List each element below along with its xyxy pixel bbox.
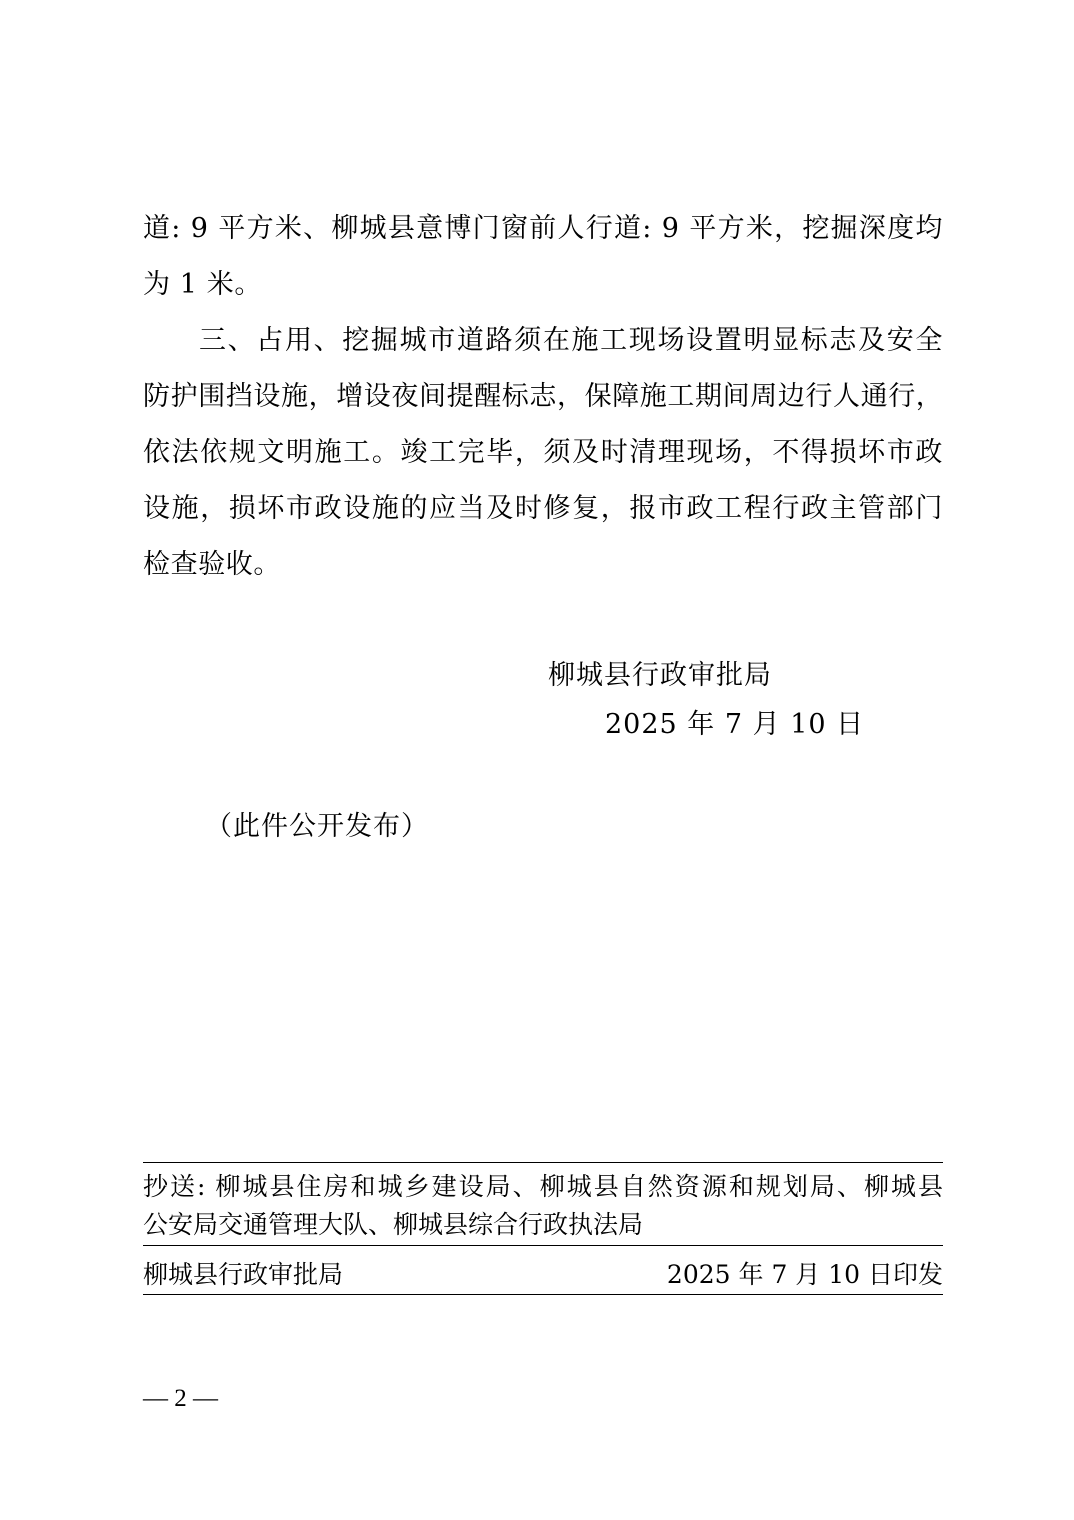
- print-footer: [143, 1256, 943, 1294]
- footer-issuer: 柳城县行政审批局: [143, 1260, 344, 1289]
- cc-recipients: [143, 1168, 943, 1244]
- cc-line: 抄送: 柳城县住房和城乡建设局、柳城县自然资源和规划局、柳城县: [143, 1172, 943, 1201]
- public-release-note: （此件公开发布）: [205, 811, 429, 842]
- body-text: [143, 201, 943, 593]
- text-line: 检查验收。: [143, 549, 281, 580]
- paragraph-continuation: [143, 201, 943, 313]
- footer-print-date: 2025 年 7 月 10 日印发: [666, 1260, 943, 1289]
- cc-top-rule: [143, 1162, 943, 1163]
- cc-line: 公安局交通管理大队、柳城县综合行政执法局: [143, 1210, 644, 1239]
- page-number: — 2 —: [143, 1385, 218, 1412]
- text-line: 三、占用、挖掘城市道路须在施工现场设置明显标志及安全: [199, 325, 943, 356]
- signature-date: 2025 年 7 月 10 日: [605, 709, 865, 740]
- text-line: 道: 9 平方米、柳城县意博门窗前人行道: 9 平方米，挖掘深度均: [143, 213, 943, 244]
- text-line: 设施，损坏市政设施的应当及时修复，报市政工程行政主管部门: [143, 493, 943, 524]
- text-line: 防护围挡设施，增设夜间提醒标志，保障施工期间周边行人通行，: [143, 381, 944, 412]
- text-line: 为 1 米。: [143, 269, 262, 300]
- footer-bottom-rule: [143, 1294, 943, 1295]
- text-line: 依法依规文明施工。竣工完毕，须及时清理现场，不得损坏市政: [143, 437, 943, 468]
- paragraph-item-3: [143, 313, 943, 593]
- cc-bottom-rule: [143, 1245, 943, 1246]
- signature-organization: 柳城县行政审批局: [548, 660, 772, 691]
